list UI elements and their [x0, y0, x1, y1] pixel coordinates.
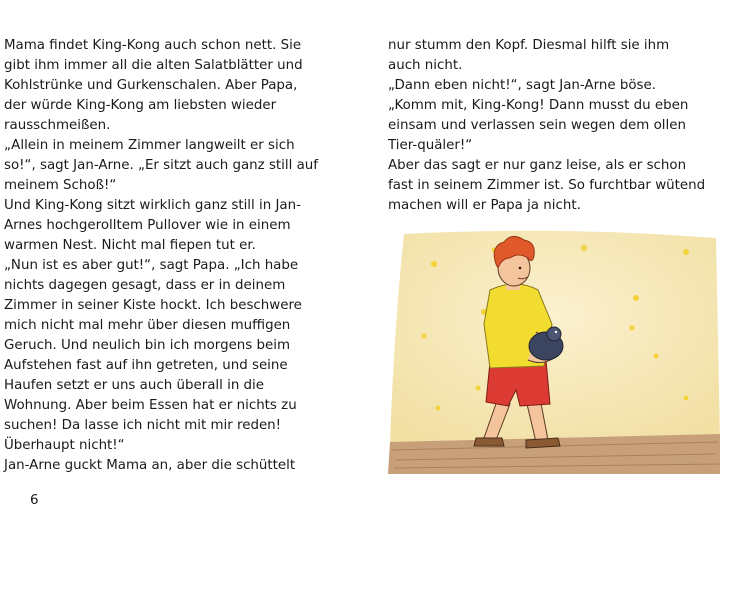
text-column-right	[388, 36, 728, 216]
text-line: „Komm mit, King-Kong! Dann musst du eben	[388, 98, 689, 113]
text-line: „Dann eben nicht!“, sagt Jan-Arne böse.	[388, 78, 656, 93]
page-number: 6	[30, 493, 39, 508]
text-line: nur stumm den Kopf. Diesmal hilft sie ihm	[388, 38, 670, 53]
text-line: mich nicht mal mehr über diesen muffigen	[4, 318, 291, 333]
text-line: einsam und verlassen sein wegen dem ollen	[388, 118, 686, 133]
text-line: Und King-Kong sitzt wirklich ganz still in Jan-	[4, 198, 301, 213]
text-line: Aufstehen fast auf ihn getreten, und seine	[4, 358, 288, 373]
text-line: Kohlstrünke und Gurkenschalen. Aber Papa,	[4, 78, 298, 93]
text-line: so!“, sagt Jan-Arne. „Er sitzt auch ganz still auf	[4, 158, 318, 173]
story-illustration	[386, 228, 724, 476]
text-line: fast in seinem Zimmer ist. So furchtbar wütend	[388, 178, 706, 193]
text-line: nichts dagegen gesagt, dass er in deinem	[4, 278, 286, 293]
text-line: Mama findet King-Kong auch schon nett. Sie	[4, 38, 302, 53]
text-line: der würde King-Kong am liebsten wieder	[4, 98, 277, 113]
text-line: „Nun ist es aber gut!“, sagt Papa. „Ich habe	[4, 258, 299, 273]
text-line: warmen Nest. Nicht mal fiepen tut er.	[4, 238, 256, 253]
text-line: Jan-Arne guckt Mama an, aber die schüttelt	[4, 458, 296, 473]
text-line: machen will er Papa ja nicht.	[388, 198, 581, 213]
text-line: rausschmeißen.	[4, 118, 111, 133]
text-line: suchen! Da lasse ich nicht mit mir reden!	[4, 418, 282, 433]
text-line: Geruch. Und neulich bin ich morgens beim	[4, 338, 291, 353]
text-line: auch nicht.	[388, 58, 463, 73]
text-line: Überhaupt nicht!“	[4, 438, 125, 453]
text-line: Arnes hochgerolltem Pullover wie in einem	[4, 218, 291, 233]
text-line: meinem Schoß!“	[4, 178, 117, 193]
text-line: „Allein in meinem Zimmer langweilt er sich	[4, 138, 295, 153]
text-line: Haufen setzt er uns auch überall in die	[4, 378, 265, 393]
text-line: gibt ihm immer all die alten Salatblätter und	[4, 58, 303, 73]
text-column-left	[4, 36, 334, 476]
text-line: Wohnung. Aber beim Essen hat er nichts zu	[4, 398, 297, 413]
text-line: Zimmer in seiner Kiste hockt. Ich beschwere	[4, 298, 302, 313]
text-line: Tier-quäler!“	[388, 138, 473, 153]
text-line: Aber das sagt er nur ganz leise, als er schon	[388, 158, 687, 173]
